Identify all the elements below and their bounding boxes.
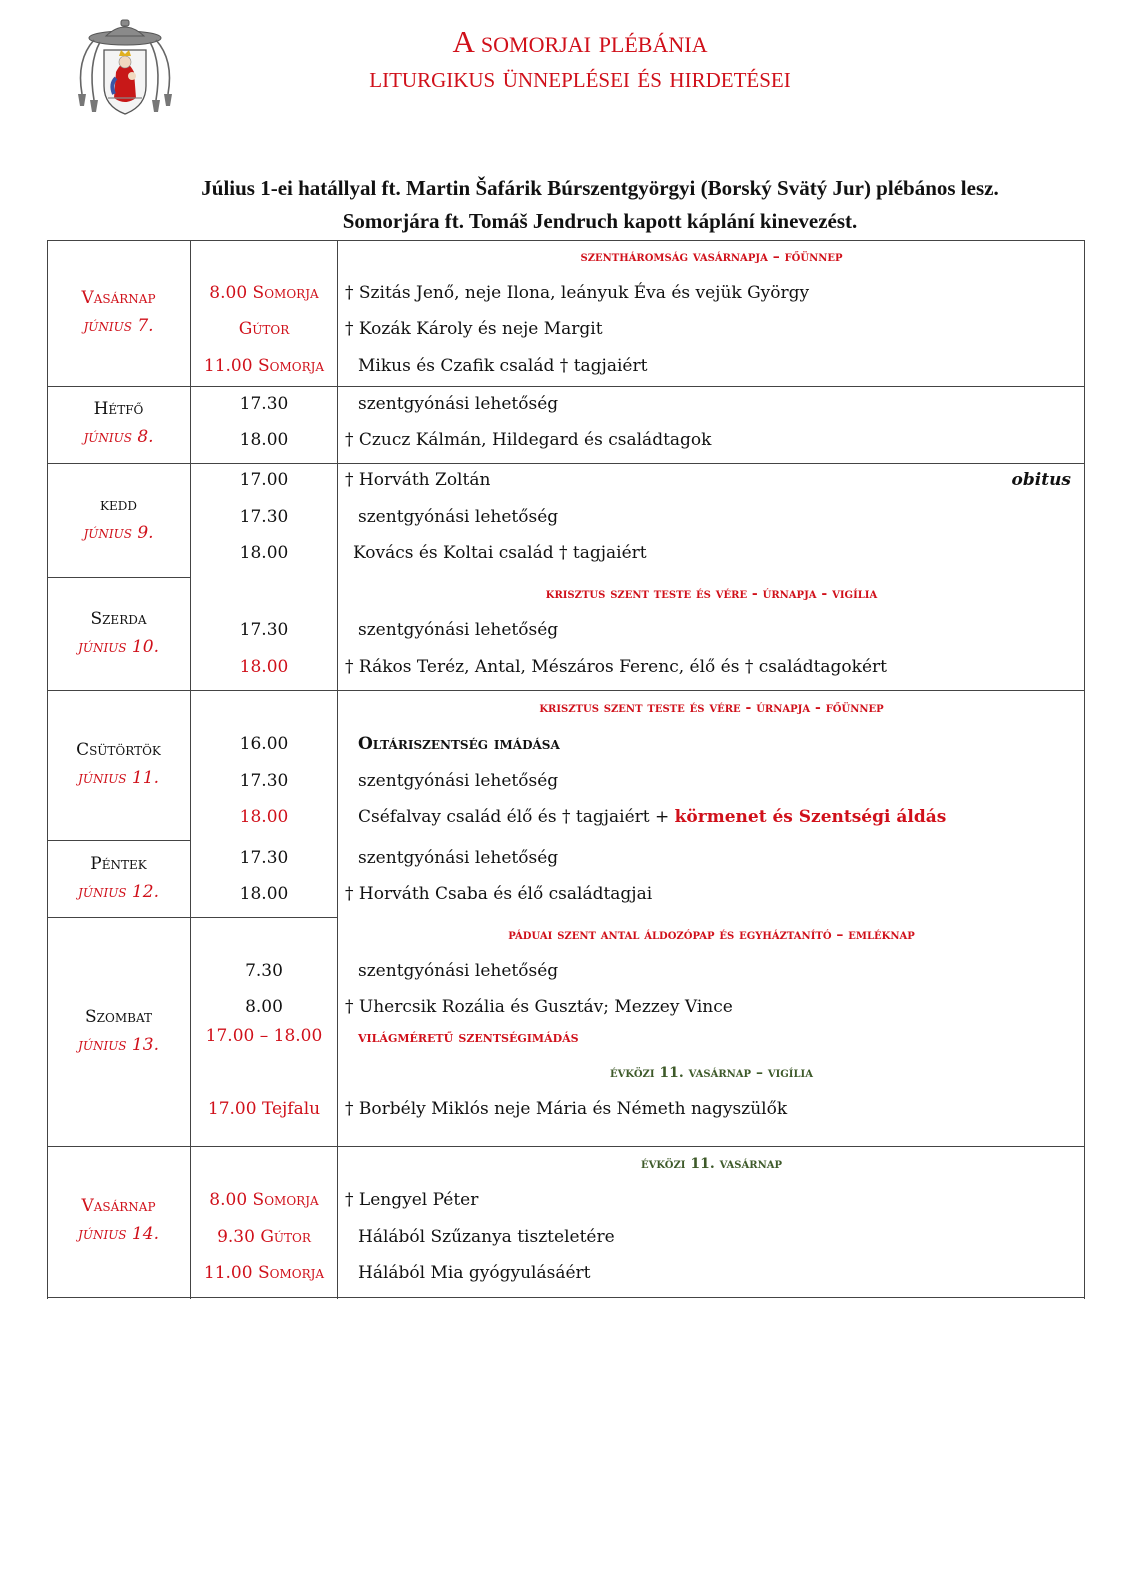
time-cell: 8.00 Somorja bbox=[209, 1190, 319, 1210]
day-name: Vasárnap bbox=[81, 288, 156, 308]
time-cell: 17.30 bbox=[239, 394, 289, 414]
feast-heading: páduai szent antal áldozópap és egyháztanító – emléknap bbox=[508, 927, 915, 943]
adoration-text: világméretű szentségimádás bbox=[358, 1028, 579, 1046]
time-cell: 8.00 Somorja bbox=[209, 283, 319, 303]
table-border bbox=[1084, 240, 1085, 1299]
intention-text: szentgyónási lehetőség bbox=[358, 848, 559, 868]
announcement bbox=[160, 172, 1040, 238]
row-divider bbox=[47, 1146, 1085, 1147]
intention-text: Hálából Mia gyógyulásáért bbox=[358, 1263, 591, 1283]
parish-crest-logo bbox=[66, 14, 184, 122]
time-cell: 18.00 bbox=[239, 807, 289, 827]
time-cell: 17.30 bbox=[239, 620, 289, 640]
intention-text: szentgyónási lehetőség bbox=[358, 620, 559, 640]
day-date: június 10. bbox=[78, 637, 159, 657]
day-name: kedd bbox=[100, 495, 137, 515]
intention-text: Hálából Szűzanya tiszteletére bbox=[358, 1227, 615, 1247]
intention-text: Kovács és Koltai család † tagjaiért bbox=[353, 543, 647, 563]
time-cell: 18.00 bbox=[239, 884, 289, 904]
intention-text: † Horváth Zoltán bbox=[345, 470, 491, 490]
time-cell: 17.00 Tejfalu bbox=[207, 1099, 321, 1119]
time-cell: 18.00 bbox=[239, 430, 289, 450]
time-cell: 18.00 bbox=[239, 657, 289, 677]
procession-note: körmenet és Szentségi áldás bbox=[674, 807, 947, 827]
time-cell: 17.30 bbox=[239, 771, 289, 791]
time-cell: 11.00 Somorja bbox=[203, 356, 325, 376]
row-divider bbox=[47, 577, 190, 578]
day-date: június 9. bbox=[83, 523, 154, 543]
time-cell: 17.00 – 18.00 bbox=[205, 1026, 323, 1046]
time-cell: 17.00 bbox=[239, 470, 289, 490]
time-cell: 18.00 bbox=[239, 543, 289, 563]
row-divider bbox=[47, 463, 1085, 464]
time-cell: 7.30 bbox=[245, 961, 283, 981]
intention-text: † Borbély Miklós neje Mária és Németh nagyszülők bbox=[345, 1099, 788, 1119]
time-cell: 16.00 bbox=[239, 734, 289, 754]
title-line-1: A somorjai plébánia bbox=[452, 24, 708, 59]
intention-main: Cséfalvay család élő és † tagjaiért + bbox=[358, 807, 670, 827]
intention-text: † Czucz Kálmán, Hildegard és családtagok bbox=[345, 430, 712, 450]
feast-heading: krisztus szent teste és vére - úrnapja - főünnep bbox=[539, 700, 884, 716]
page-title bbox=[250, 24, 910, 96]
intention-text: † Uhercsik Rozália és Gusztáv; Mezzey Vince bbox=[345, 997, 733, 1017]
day-friday-12 bbox=[47, 853, 190, 903]
row-divider bbox=[47, 690, 1085, 691]
feast-heading: évközi 11. vasárnap bbox=[640, 1156, 783, 1172]
intention-text: szentgyónási lehetőség bbox=[358, 771, 559, 791]
day-date: június 8. bbox=[83, 427, 154, 447]
feast-heading: szentháromság vasárnapja – főünnep bbox=[580, 249, 843, 265]
day-sunday-14 bbox=[47, 1195, 190, 1245]
time-cell: 11.00 Somorja bbox=[203, 1263, 325, 1283]
day-name: Hétfő bbox=[93, 399, 144, 419]
intention-text: † Lengyel Péter bbox=[345, 1190, 479, 1210]
day-date: június 11. bbox=[78, 768, 159, 788]
feast-heading: krisztus szent teste és vére - úrnapja - vigília bbox=[545, 586, 878, 602]
time-cell: 9.30 Gútor bbox=[217, 1227, 311, 1247]
time-cell: Gútor bbox=[238, 319, 290, 339]
intention-text: szentgyónási lehetőség bbox=[358, 394, 559, 414]
intention-text: szentgyónási lehetőség bbox=[358, 961, 559, 981]
announcement-line-1: Július 1-ei hatállyal ft. Martin Šafárik Búrszentgyörgyi (Borský Svätý Jur) plébános lesz. bbox=[201, 176, 999, 200]
day-name: Péntek bbox=[90, 854, 147, 874]
title-line-2: liturgikus ünneplései és hirdetései bbox=[369, 61, 791, 94]
day-date: június 14. bbox=[78, 1224, 159, 1244]
intention-text: † Rákos Teréz, Antal, Mészáros Ferenc, élő és † családtagokért bbox=[345, 657, 887, 677]
intention-text: Oltáriszentség imádása bbox=[358, 734, 560, 754]
day-date: június 13. bbox=[78, 1035, 159, 1055]
row-divider bbox=[47, 917, 338, 918]
time-cell: 8.00 bbox=[245, 997, 283, 1017]
row-divider bbox=[47, 840, 190, 841]
table-border bbox=[47, 1297, 1085, 1298]
day-wednesday-10 bbox=[47, 608, 190, 658]
time-cell: 17.30 bbox=[239, 507, 289, 527]
day-saturday-13 bbox=[47, 1006, 190, 1056]
intention-text: Mikus és Czafik család † tagjaiért bbox=[358, 356, 648, 376]
intention-text: szentgyónási lehetőség bbox=[358, 507, 559, 527]
table-border bbox=[47, 240, 1085, 241]
day-name: Szombat bbox=[85, 1007, 152, 1027]
day-sunday-7 bbox=[47, 287, 190, 337]
intention-text: † Szitás Jenő, neje Ilona, leányuk Éva és vejük György bbox=[345, 283, 810, 303]
obitus-note: obitus bbox=[1011, 470, 1071, 490]
time-cell: 17.30 bbox=[239, 848, 289, 868]
feast-heading: évközi 11. vasárnap – vigília bbox=[610, 1065, 813, 1081]
day-name: Szerda bbox=[90, 609, 147, 629]
day-date: június 7. bbox=[83, 316, 154, 336]
intention-text: † Horváth Csaba és élő családtagjai bbox=[345, 884, 653, 904]
announcement-line-2: Somorjára ft. Tomáš Jendruch kapott káplání kinevezést. bbox=[342, 209, 858, 233]
day-monday-8 bbox=[47, 398, 190, 448]
day-name: Vasárnap bbox=[81, 1196, 156, 1216]
day-tuesday-9 bbox=[47, 494, 190, 544]
day-name: Csütörtök bbox=[76, 740, 161, 760]
intention-text bbox=[358, 806, 946, 828]
row-divider bbox=[47, 386, 1085, 387]
day-date: június 12. bbox=[78, 882, 159, 902]
intention-text: † Kozák Károly és neje Margit bbox=[345, 319, 603, 339]
day-thursday-11 bbox=[47, 739, 190, 789]
